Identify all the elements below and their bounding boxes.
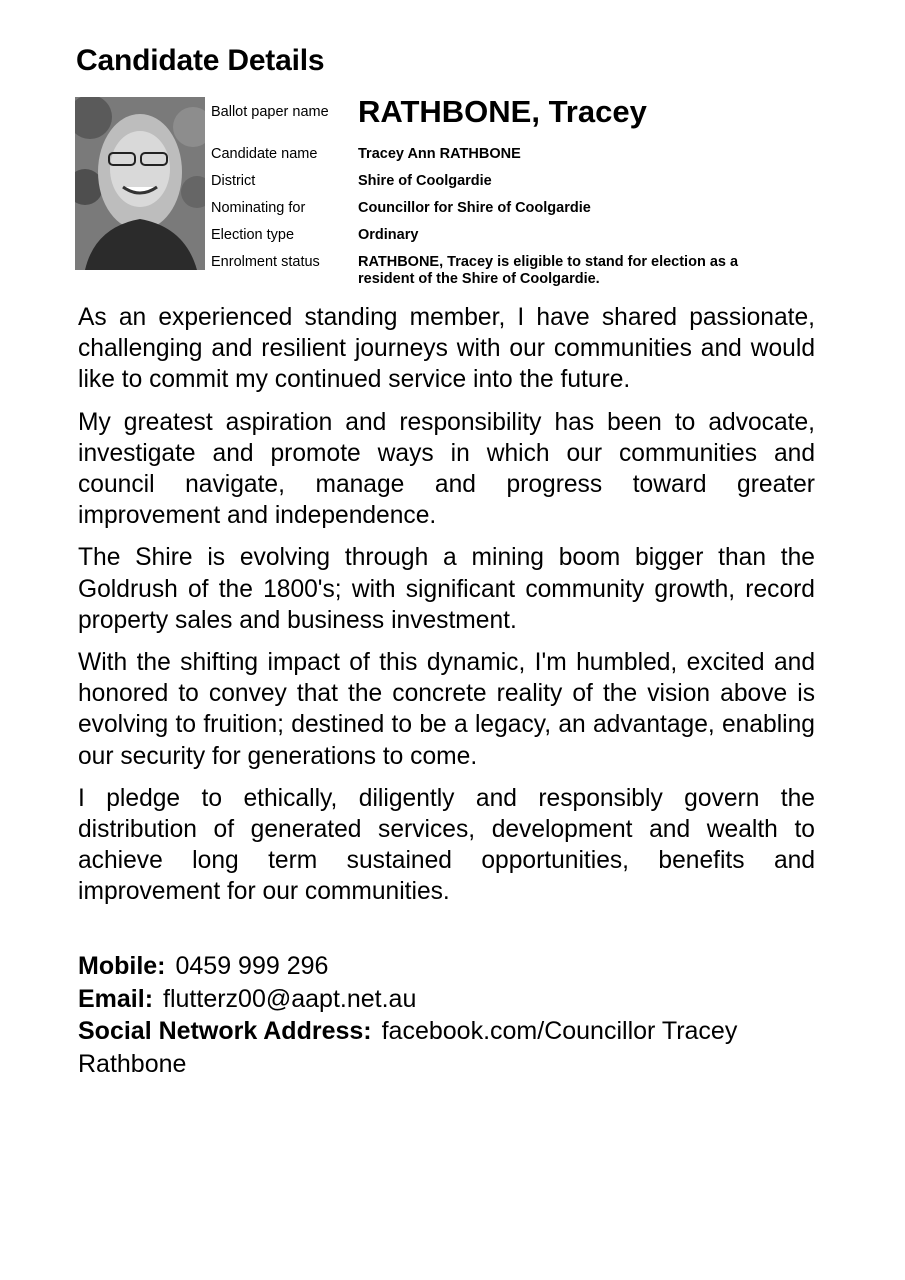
nominating-label: Nominating for: [211, 200, 306, 216]
email-line: [78, 983, 838, 1016]
social-line: [78, 1015, 838, 1080]
statement-paragraph: With the shifting impact of this dynamic, I'm humbled, excited and honored to convey that the concrete reality of the vision above is evolving to fruition; destined to be a legacy, an advantage, enabling our security for generations to come.: [78, 649, 815, 770]
district-value: Shire of Coolgardie: [358, 173, 492, 189]
candidate-photo: [75, 97, 205, 270]
enrolment-value: [358, 254, 738, 288]
social-label: Social Network Address:: [78, 1017, 372, 1045]
statement-paragraph: My greatest aspiration and responsibility has been to advocate, investigate and promote ways in which our communities and council navigate, manage and progress toward greater improvement and independence.: [78, 408, 815, 530]
district-label: District: [211, 173, 256, 189]
candidate-name-value: Tracey Ann RATHBONE: [358, 146, 521, 162]
mobile-line: [78, 950, 838, 983]
contact-details: [78, 950, 838, 1080]
enrolment-value-line1: RATHBONE, Tracey is eligible to stand for election as a: [358, 254, 739, 270]
enrolment-label: Enrolment status: [211, 254, 320, 270]
candidate-name-row: [211, 146, 811, 173]
candidate-statement: [78, 302, 815, 919]
statement-paragraph: I pledge to ethically, diligently and responsibly govern the distribution of generated services, development and wealth to achieve long term sustained opportunities, benefits and improvement for our communities.: [78, 784, 815, 906]
mobile-label: Mobile:: [78, 952, 166, 980]
nominating-value: Councillor for Shire of Coolgardie: [358, 200, 591, 216]
election-type-label: Election type: [211, 227, 295, 243]
candidate-name-label: Candidate name: [211, 146, 318, 162]
election-type-value: Ordinary: [358, 227, 419, 243]
ballot-label: Ballot paper name: [211, 104, 329, 120]
page-title: Candidate Details: [76, 44, 325, 77]
ballot-row: [211, 96, 811, 142]
mobile-value: 0459 999 296: [175, 952, 329, 980]
ballot-value: RATHBONE, Tracey: [358, 94, 647, 129]
statement-paragraph: The Shire is evolving through a mining boom bigger than the Goldrush of the 1800's; with significant community growth, record property sales and business investment.: [78, 544, 815, 634]
statement-paragraph: As an experienced standing member, I have shared passionate, challenging and resilient journeys with our communities and would like to commit my continued service into the future.: [78, 304, 815, 394]
email-label: Email:: [78, 984, 154, 1013]
candidate-details: [211, 96, 811, 290]
district-row: [211, 173, 811, 200]
enrolment-row: [211, 254, 811, 290]
enrolment-value-line2: resident of the Shire of Coolgardie.: [358, 271, 600, 287]
social-value: facebook.com/Councillor Tracey Rathbone: [78, 1017, 738, 1078]
nominating-row: [211, 200, 811, 227]
email-value: flutterz00@aapt.net.au: [163, 984, 417, 1013]
election-type-row: [211, 227, 811, 254]
